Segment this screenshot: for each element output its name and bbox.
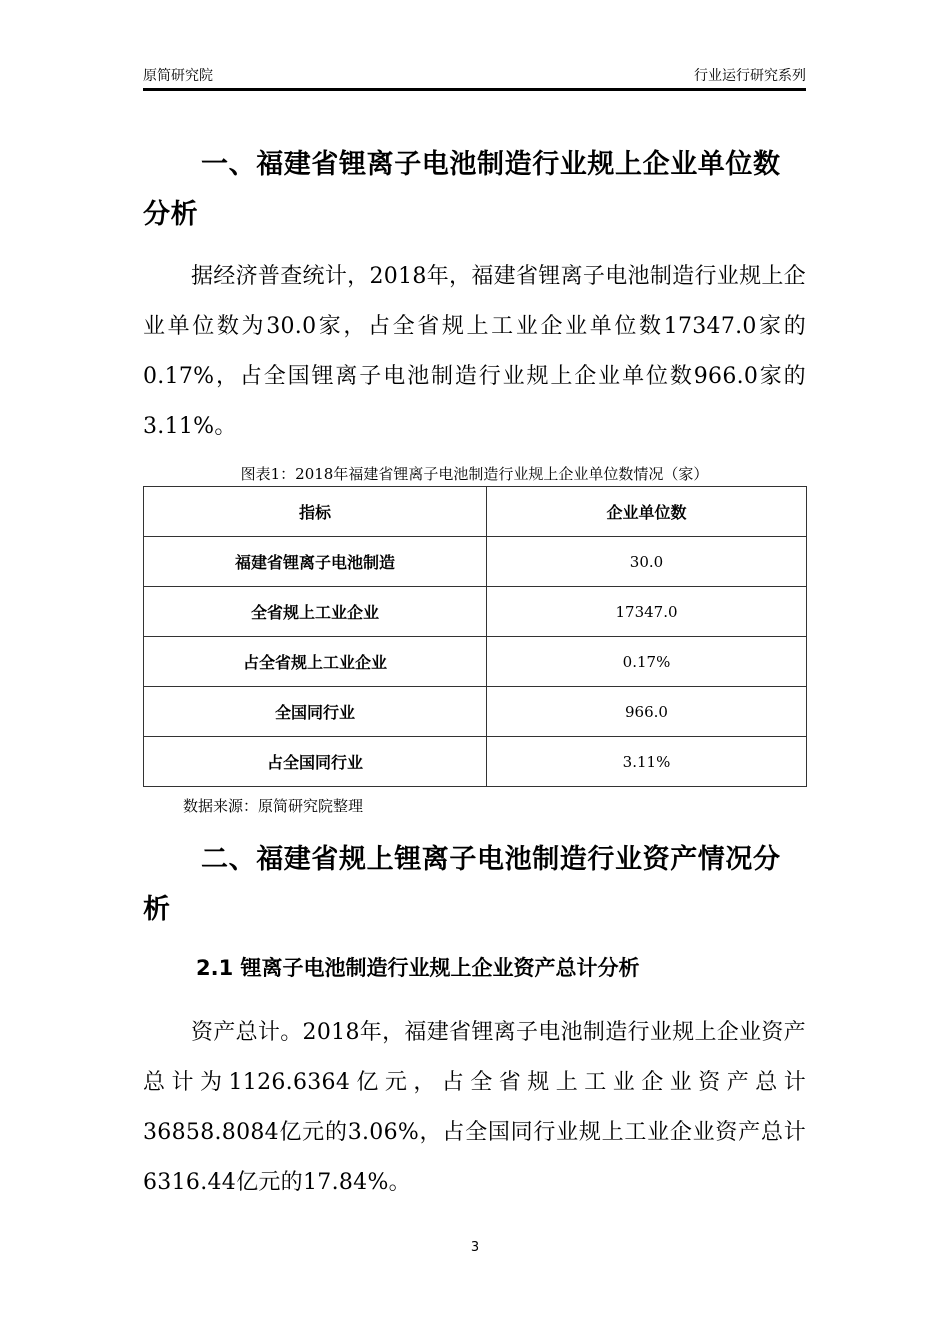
row-value: 966.0: [487, 687, 807, 737]
row-label: 占全国同行业: [144, 737, 487, 787]
row-value: 30.0: [487, 537, 807, 587]
row-value: 0.17%: [487, 637, 807, 687]
row-label: 福建省锂离子电池制造: [144, 537, 487, 587]
header-org-name: 原简研究院: [143, 68, 213, 84]
table-source-note: 数据来源：原简研究院整理: [183, 797, 364, 815]
column-header-indicator: 指标: [144, 487, 487, 537]
page-number: 3: [470, 1240, 480, 1255]
table-row: [144, 637, 807, 687]
row-value: 17347.0: [487, 587, 807, 637]
section-1-paragraph: 据经济普查统计，2018年，福建省锂离子电池制造行业规上企业单位数为30.0家，占全省规上工业企业单位数17347.0家的0.17%，占全国锂离子电池制造行业规上企业单位数966.0家的3.11%。: [143, 264, 806, 439]
page-header: [143, 68, 806, 91]
table-row: [144, 587, 807, 637]
table-caption: 图表1：2018年福建省锂离子电池制造行业规上企业单位数情况（家）: [240, 465, 709, 483]
table-row: [144, 687, 807, 737]
row-value: 3.11%: [487, 737, 807, 787]
column-header-count: 企业单位数: [487, 487, 807, 537]
section-2-paragraph: 资产总计。2018年，福建省锂离子电池制造行业规上企业资产总计为1126.6364亿元，占全省规上工业企业资产总计36858.8084亿元的3.06%，占全国同行业规上工业企业资产总计6316.44亿元的17.84%。: [143, 1020, 806, 1195]
enterprise-count-table: [143, 486, 807, 787]
row-label: 全国同行业: [144, 687, 487, 737]
table-row: [144, 737, 807, 787]
header-series-name: 行业运行研究系列: [694, 68, 806, 84]
row-label: 占全省规上工业企业: [144, 637, 487, 687]
section-2-1-subheading: 2.1 锂离子电池制造行业规上企业资产总计分析: [196, 956, 640, 980]
section-1-heading: 一、福建省锂离子电池制造行业规上企业单位数分析: [143, 149, 781, 230]
table-header-row: [144, 487, 807, 537]
section-2-heading: 二、福建省规上锂离子电池制造行业资产情况分析: [143, 844, 781, 925]
row-label: 全省规上工业企业: [144, 587, 487, 637]
table-row: [144, 537, 807, 587]
